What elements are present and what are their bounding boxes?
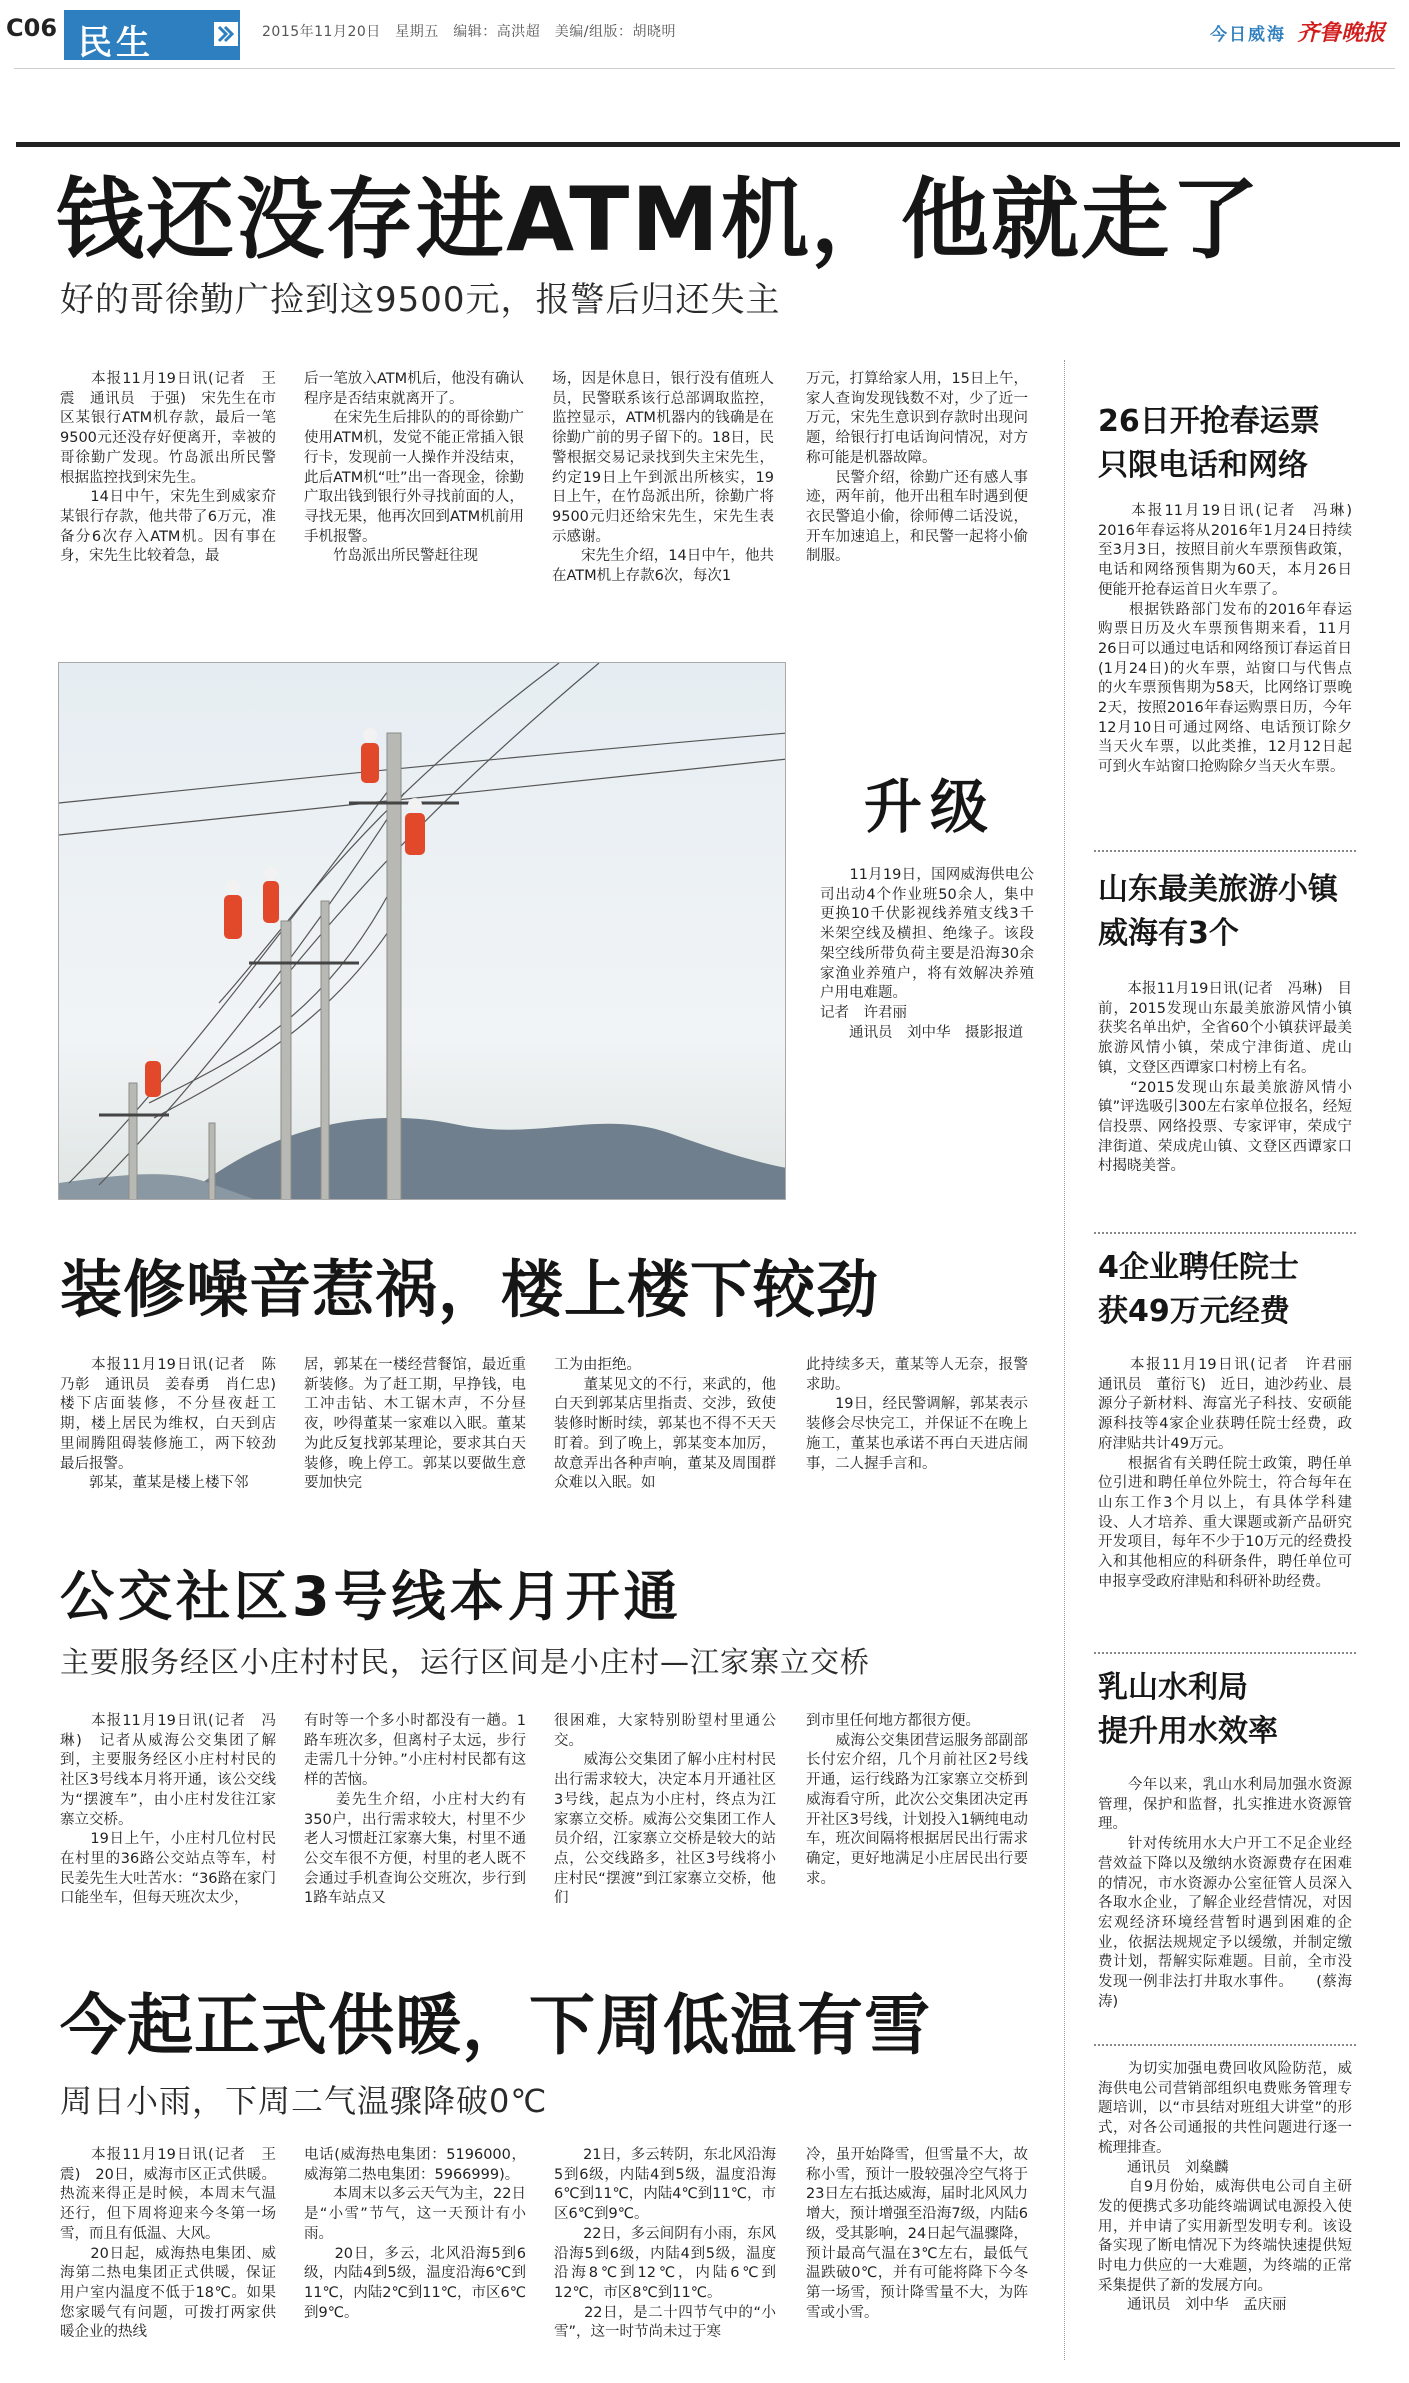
article3-col1: 本报11月19日讯(记者 冯琳) 记者从威海公交集团了解到，主要服务经区小庄村村民的社区3号线本月将开通，该公交线为“摆渡车”，由小庄村发往江家寨立交桥。 19日上午，小庄村几位村民在村里的36路公交站点等车，村民姜先生大吐苦水：“36路在家门口能坐车，但每天班次太少，	[60, 1713, 276, 1907]
side2-body: 本报11月19日讯(记者 冯琳) 目前，2015发现山东最美旅游风情小镇获奖名单出炉，全省60个小镇获评最美旅游风情小镇，荣成宁津街道、虎山镇，文登区西谭家口村榜上有名。 “2015发现山东最美旅游风情小镇”评选吸引300左右家单位报名，经短信投票、网络投票、专家评审，荣成宁津街道、荣成虎山镇、文登区西谭家口村揭晓美誉。	[1098, 981, 1352, 1175]
side-rule-1	[1094, 850, 1356, 852]
side4-body: 今年以来，乳山水利局加强水资源管理，保护和监督，扎实推进水资源管理。 针对传统用水大户开工不足企业经营效益下降以及缴纳水资源费存在困难的情况，市水资源办公室征管人员深入各取水企业，了解企业经营情况，对因宏观经济环境经营暂时遇到困难的企业，依据法规规定予以缓缴，并制定缴费计划，帮解实际难题。目前，全市没发现一例非法打井取水事件。 (蔡海涛)	[1098, 1777, 1352, 2010]
article1-title: 钱还没存进ATM机，他就走了	[56, 168, 1261, 271]
brand-prefix: 今日威海	[1210, 25, 1286, 45]
article1-col1: 本报11月19日讯(记者 王震 通讯员 于强) 宋先生在市区某银行ATM机存款，最后一笔9500元还没存好便离开，幸被的哥徐勤广发现。竹岛派出所民警根据监控找到宋先生。 14日中午，宋先生到威家夼某银行存款，他共带了6万元，准备分6次存入ATM机。因有事在身，宋先生比较着急，最	[60, 371, 276, 565]
side-rule-3	[1094, 1652, 1356, 1654]
article4-col1: 本报11月19日讯(记者 王震) 20日，威海市区正式供暖。热流来得正是时候，本周末气温还行，但下周将迎来今冬第一场雪，而且有低温、大风。 20日起，威海热电集团、威海第二热电集团正式供暖，保证用户室内温度不低于18℃。如果您家暖气有问题，可拨打两家供暖企业的热线	[60, 2147, 276, 2341]
side3-body: 本报11月19日讯(记者 许君丽 通讯员 董衍飞) 近日，迪沙药业、晨源分子新材料、海富光子科技、安硕能源科技等4家企业获聘任院士经费，政府津贴共计49万元。 根据省有关聘任院士政策，聘任单位引进和聘任单位外院士，符合每年在山东工作3个月以上，有具体学科建设、人才培养、重大课题或新产品研究开发项目，每年不少于10万元的经费投入和其他相应的科研条件，聘任单位可申报享受政府津贴和科研补助经费。	[1098, 1357, 1352, 1590]
top-rule	[16, 142, 1400, 147]
side4-title: 乳山水利局 提升用水效率	[1098, 1670, 1278, 1749]
article4-col2: 电话(威海热电集团：5196000，威海第二热电集团：5966999)。 本周末以多云天气为主，22日是“小雪”节气，这一天预计有小雨。 20日，多云，北风沿海5到6级，内陆4到5级，温度沿海6℃到11℃，内陆2℃到11℃，市区6℃到9℃。	[304, 2147, 526, 2321]
side1-body: 本报11月19日讯(记者 冯琳) 2016年春运将从2016年1月24日持续至3月3日，按照目前火车票预售政策，电话和网络预售期为60天，本月26日便能开抢春运首日火车票了。 根据铁路部门发布的2016年春运购票日历及火车票预售期来看，11月26日可以通过电话和网络预订春运首日(1月24日)的火车票，站窗口与代售点的火车票预售期为58天，比网络订票晚2天，按照2016年春运购票日历，今年12月10日可通过网络、电话预订除夕当天火车票，以此类推，12月12日起可到火车站窗口抢购除夕当天火车票。	[1098, 503, 1352, 776]
article2-col3: 工为由拒绝。 董某见文的不行，来武的，他白天到郭某店里指责、交涉，致使装修时断时续，郭某也不得不天天盯着。到了晚上，郭某变本加厉，故意弄出各种声响，董某及周围群众难以入眠。如	[554, 1357, 776, 1492]
article1-col2: 后一笔放入ATM机后，他没有确认程序是否结束就离开了。 在宋先生后排队的的哥徐勤广使用ATM机，发觉不能正常插入银行卡，发现前一人操作并没结束，此后ATM机“吐”出一沓现金，徐勤广取出钱到银行外寻找前面的人，寻找无果，他再次回到ATM机前用手机报警。 竹岛派出所民警赶往现	[304, 371, 524, 565]
side-rule-2	[1094, 1232, 1356, 1234]
side5-body: 为切实加强电费回收风险防范，威海供电公司营销部组织电费账务管理专题培训，以“市县结对班组大讲堂”的形式，对各公司通报的共性问题进行逐一梳理排查。 通讯员 刘燊麟 自9月份始，威海供电公司自主研发的便携式多功能终端调试电源投入使用，并申请了实用新型发明专利。该设备实现了断电情况下为终端快速提供短时电力供应的一大难题，为终端的正常采集提供了新的发展方向。 通讯员 刘中华 孟庆丽	[1098, 2061, 1352, 2314]
article2-col2: 居，郭某在一楼经营餐馆，最近重新装修。为了赶工期，早挣钱，电工冲击钻、木工锯木声，不分昼夜，吵得董某一家难以入眠。董某为此反复找郭某理论，要求其白天装修，晚上停工。郭某以要做生意要加快完	[304, 1357, 526, 1492]
article2-col1: 本报11月19日讯(记者 陈乃彰 通讯员 姜春勇 肖仁忠) 楼下店面装修，不分昼夜赶工期，楼上居民为维权，白天到店里闹腾阻碍装修施工，两下较劲最后报警。 郭某，董某是楼上楼下邻	[60, 1357, 276, 1492]
article4-subtitle: 周日小雨，下周二气温骤降破0℃	[60, 2082, 548, 2120]
article3-title: 公交社区3号线本月开通	[60, 1565, 682, 1628]
brand-name: 齐鲁晚报	[1297, 20, 1386, 46]
article1-col4: 万元，打算给家人用，15日上午，家人查询发现钱数不对，少了近一万元，宋先生意识到存款时出现问题，给银行打电话询问情况，对方称可能是机器故障。 民警介绍，徐勤广还有感人事迹，两年前，他开出租车时遇到便衣民警追小偷，徐师傅二话没说，开车加速追上，和民警一起将小偷制服。	[806, 371, 1028, 565]
section-label: 民生	[78, 23, 154, 63]
masthead	[0, 0, 1409, 70]
article3-col4: 到市里任何地方都很方便。 威海公交集团营运服务部副部长付宏介绍，几个月前社区2号线开通，运行线路为江家寨立交桥到威海看守所，此次公交集团决定再开社区3号线，计划投入1辆纯电动车，班次间隔将根据居民出行需求确定，更好地满足小庄居民出行要求。	[806, 1713, 1028, 1887]
side-rule-4	[1094, 2044, 1356, 2046]
side2-title: 山东最美旅游小镇 威海有3个	[1098, 872, 1338, 951]
article3-subtitle: 主要服务经区小庄村村民，运行区间是小庄村—江家寨立交桥	[60, 1645, 871, 1679]
article2-col4: 此持续多天，董某等人无奈，报警求助。 19日，经民警调解，郭某表示装修会尽快完工，并保证不在晚上施工，董某也承诺不再白天进店闹事，二人握手言和。	[806, 1357, 1028, 1472]
brand	[1210, 16, 1385, 47]
article3-col3: 很困难，大家特别盼望村里通公交。 威海公交集团了解小庄村村民出行需求较大，决定本月开通社区3号线，起点为小庄村，终点为江家寨立交桥。威海公交集团工作人员介绍，江家寨立交桥是较大的站点，公交线路多，社区3号线将小庄村民“摆渡”到江家寨立交桥，他们	[554, 1713, 776, 1907]
article1-col3: 场，因是休息日，银行没有值班人员，民警联系该行总部调取监控，监控显示，ATM机器内的钱确是在徐勤广前的男子留下的。18日，民警根据交易记录找到失主宋先生，约定19日上午到派出所核实，19日上午，在竹岛派出所，徐勤广将9500元归还给宋先生，宋先生表示感谢。 宋先生介绍，14日中午，他共在ATM机上存款6次，每次1	[552, 371, 774, 585]
photo-title: 升级	[864, 773, 997, 841]
side1-title: 26日开抢春运票 只限电话和网络	[1098, 404, 1320, 483]
article2-title: 装修噪音惹祸，楼上楼下较劲	[60, 1253, 880, 1326]
article4-col3: 21日，多云转阴，东北风沿海5到6级，内陆4到5级，温度沿海6℃到11℃，内陆4℃到11℃，市区6℃到9℃。 22日，多云间阴有小雨，东风沿海5到6级，内陆4到5级，温度沿海8℃到12℃，内陆6℃到12℃，市区8℃到11℃。 22日，是二十四节气中的“小雪”，这一时节尚未过于寒	[554, 2147, 776, 2341]
article4-col4: 冷，虽开始降雪，但雪量不大，故称小雪，预计一股较强冷空气将于23日左右抵达威海，届时北风风力增大，预计增强至沿海7级，内陆6级，受其影响，24日起气温骤降，预计最高气温在3℃左右，最低气温跌破0℃，并有可能将降下今冬第一场雪，预计降雪量不大，为阵雪或小雪。	[806, 2147, 1028, 2321]
section-arrow-icon	[214, 22, 238, 46]
article4-title: 今起正式供暖，下周低温有雪	[60, 1987, 931, 2064]
date-info: 2015年11月20日 星期五 编辑：高洪超 美编/组版：胡晓明	[262, 24, 676, 40]
page-number: C06	[6, 14, 58, 42]
photo-caption: 11月19日，国网威海供电公司出动4个作业班50余人，集中更换10千伏影视线养殖支线3千米架空线及横担、绝缘子。该段架空线所带负荷主要是沿海30余家渔业养殖户，将有效解决养殖户用电难题。 记者 许君丽 通讯员 刘中华 摄影报道	[820, 867, 1034, 1041]
photo-linemen	[58, 662, 786, 1200]
sidebar-divider	[1064, 360, 1065, 2360]
side3-title: 4企业聘任院士 获49万元经费	[1098, 1250, 1299, 1329]
section-bar	[64, 10, 240, 63]
article3-col2: 有时等一个多小时都没有一趟。1路车班次多，但离村子太远，步行走需几十分钟。”小庄村村民都有这样的苦恼。 姜先生介绍，小庄村大约有350户，出行需求较大，村里不少老人习惯赶江家寨大集，村里不通公交车很不方便，村里的老人既不会通过手机查询公交班次，步行到1路车站点又	[304, 1713, 526, 1907]
masthead-divider	[14, 68, 1395, 69]
article1-subtitle: 好的哥徐勤广捡到这9500元，报警后归还失主	[60, 280, 781, 320]
